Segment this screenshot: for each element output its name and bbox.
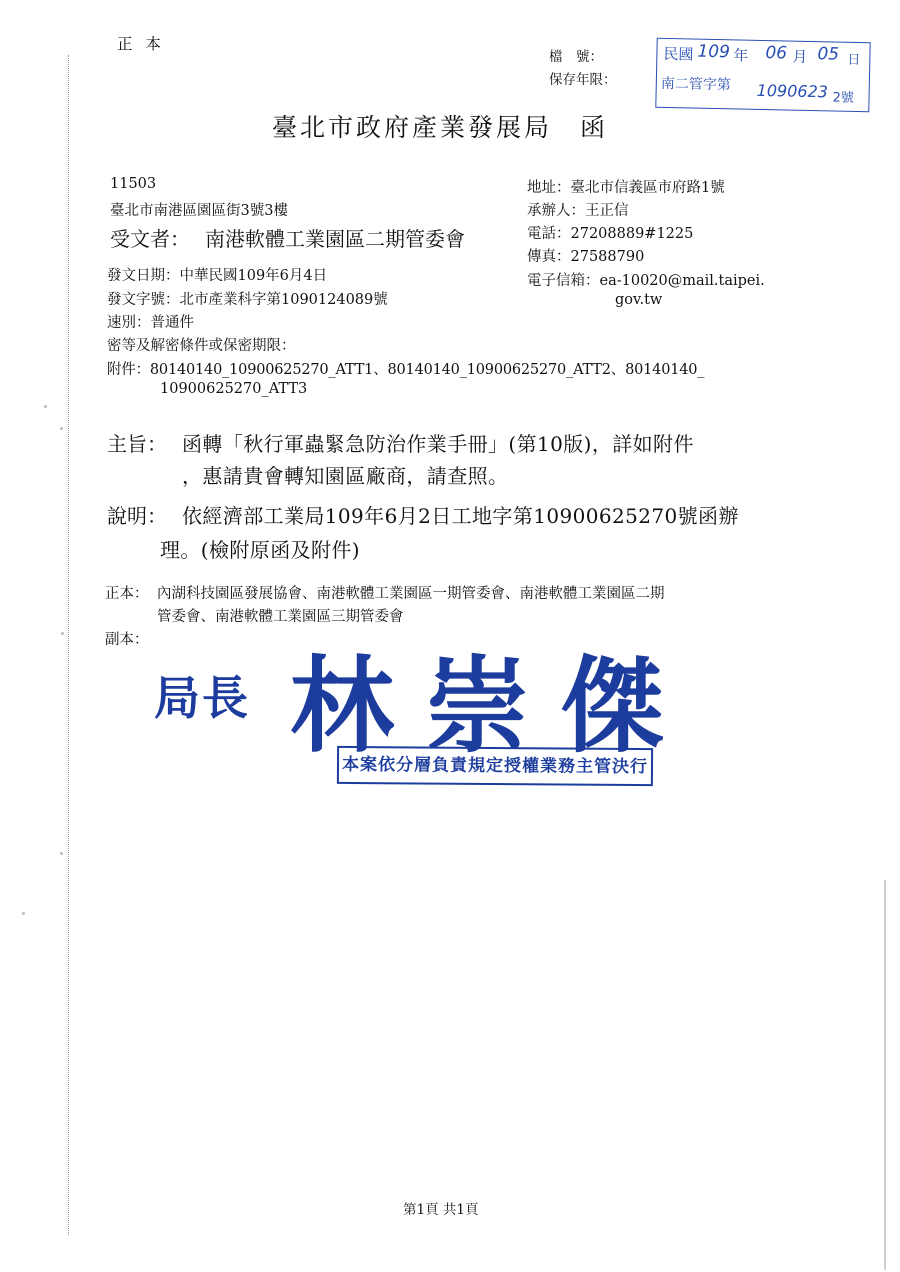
stamp-number: 1090623 (756, 80, 829, 102)
subject-text: 函轉「秋行軍蟲緊急防治作業手冊」(第10版)，詳如附件 (182, 432, 694, 456)
signature-char-2: 崇 (425, 644, 530, 767)
sender-fax: 傳真：27588790 (527, 249, 645, 265)
stamp-day: 05 (817, 44, 840, 65)
sender-address: 地址：臺北市信義區市府路1號 (527, 180, 725, 196)
delegation-stamp: 本案依分層負責規定授權業務主管決行 (337, 746, 653, 786)
stamp-era-label: 民國 (663, 44, 694, 64)
sender-phone: 電話：27208889#1225 (527, 226, 694, 242)
signature-char-3: 傑 (560, 644, 665, 767)
recipient-address: 臺北市南港區園區街3號3樓 (110, 203, 288, 219)
handler-name: 承辦人：王正信 (527, 203, 629, 219)
original-recipients-label: 正本： (105, 586, 149, 602)
scan-speck (60, 852, 63, 855)
explanation-text-cont: 理。(檢附原函及附件) (160, 538, 361, 562)
delivery-speed: 速別：普通件 (107, 315, 194, 331)
stamp-number-suffix: 2號 (832, 90, 854, 106)
stamp-year-unit: 年 (733, 46, 749, 65)
signature-title: 局長 (154, 671, 250, 725)
carbon-copy-label: 副本： (105, 632, 149, 648)
explanation-label: 說明： (107, 504, 167, 528)
scan-speck (44, 405, 47, 408)
original-recipients-cont: 管委會、南港軟體工業園區三期管委會 (157, 609, 404, 625)
scan-speck (60, 427, 63, 430)
retention-period-label: 保存年限： (549, 72, 617, 88)
received-date-stamp (655, 38, 870, 112)
stamp-month-unit: 月 (792, 47, 808, 66)
signature-char-1: 林 (290, 644, 395, 767)
subject-text-cont: ，惠請貴會轉知園區廠商，請查照。 (182, 464, 509, 488)
fold-dotted-line (68, 55, 69, 1235)
issue-date: 發文日期：中華民國109年6月4日 (107, 268, 328, 284)
original-recipients: 內湖科技園區發展協會、南港軟體工業園區一期管委會、南港軟體工業園區二期 (157, 586, 665, 602)
scan-speck (61, 632, 64, 635)
scan-speck (22, 912, 25, 915)
explanation-text: 依經濟部工業局109年6月2日工地字第10900625270號函辦 (182, 504, 739, 528)
attachments-cont: 10900625270_ATT3 (160, 381, 308, 397)
stamp-month: 06 (765, 43, 788, 64)
stamp-year: 109 (697, 41, 731, 63)
page-footer: 第1頁 共1頁 (403, 1202, 479, 1218)
secrecy-level: 密等及解密條件或保密期限： (107, 338, 296, 354)
recipient-zip: 11503 (110, 176, 157, 192)
addressee-label: 受文者： (110, 227, 190, 251)
attachments: 附件：80140140_10900625270_ATT1、80140140_10900625270_ATT2、80140140_ (107, 362, 705, 378)
copy-type: 正 本 (117, 35, 165, 53)
document-title: 臺北市政府產業發展局 函 (272, 113, 609, 142)
sender-email-cont: gov.tw (615, 292, 663, 308)
document-number: 發文字號：北市產業科字第1090124089號 (107, 292, 388, 308)
scan-edge-shadow (884, 880, 886, 1270)
stamp-dept-prefix: 南二管字第 (660, 75, 731, 94)
stamp-day-unit: 日 (847, 52, 861, 69)
file-number-label: 檔 號： (549, 49, 603, 65)
addressee-name: 南港軟體工業園區二期管委會 (205, 227, 465, 251)
subject-label: 主旨： (107, 432, 167, 456)
sender-email: 電子信箱：ea-10020@mail.taipei. (527, 273, 765, 289)
